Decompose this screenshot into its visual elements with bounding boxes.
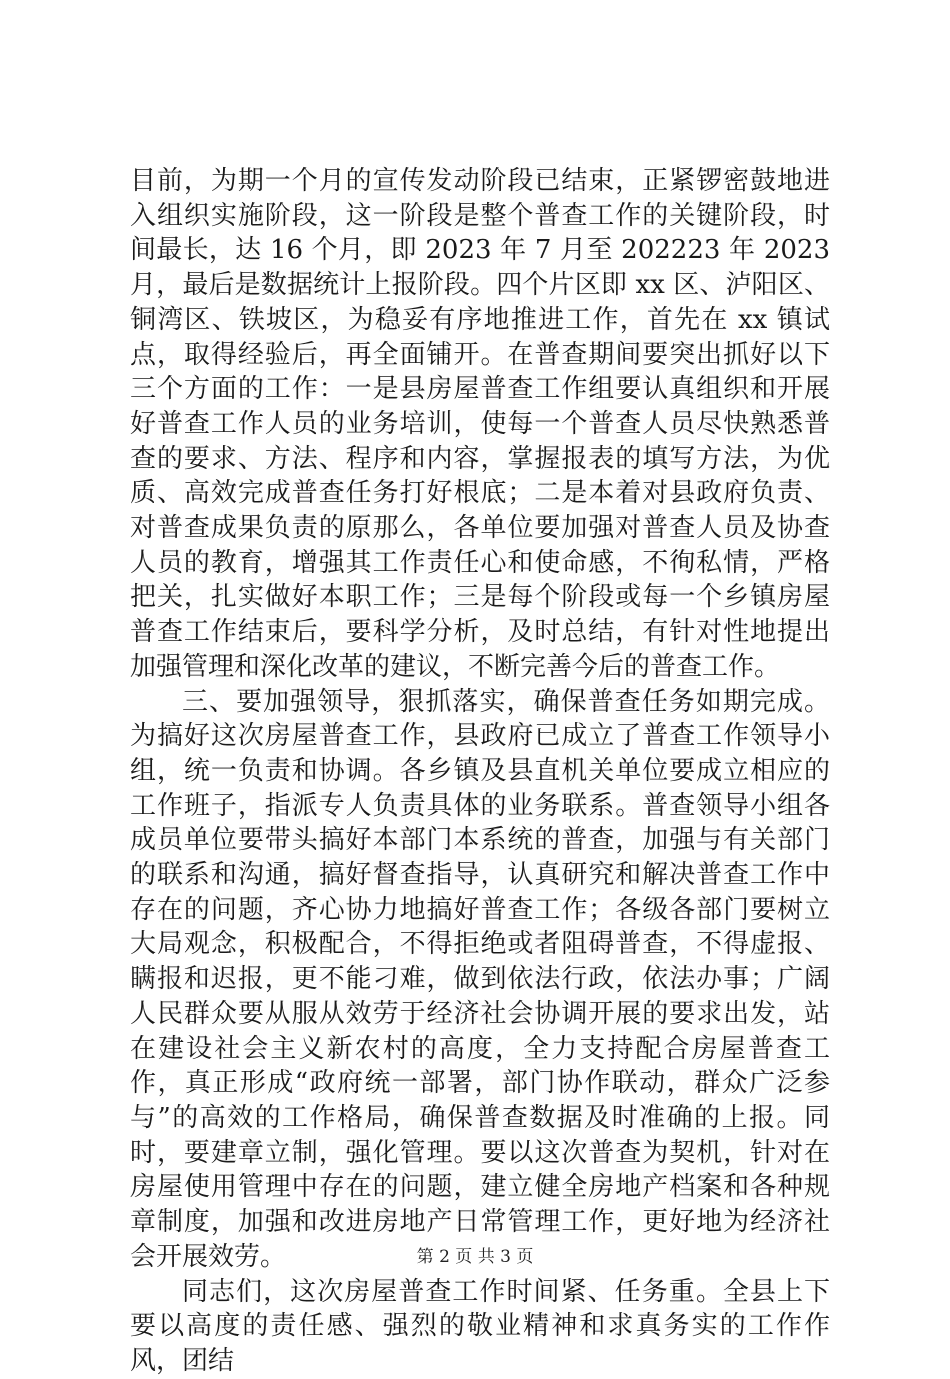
- paragraph-2: 三、要加强领导，狠抓落实，确保普查任务如期完成。为搞好这次房屋普查工作，县政府已成立了普查工作领导小组，统一负责和协调。各乡镇及县直机关单位要成立相应的工作班子，指派专人负责具体的业务联系。普查领导小组各成员单位要带头搞好本部门本系统的普查，加强与有关部门的联系和沟通，搞好督查指导，认真研究和解决普查工作中存在的问题，齐心协力地搞好普查工作；各级各部门要树立大局观念，积极配合，不得拒绝或者阻碍普查，不得虚报、瞒报和迟报，更不能刁难，做到依法行政，依法办事；广阔人民群众要从服从效劳于经济社会协调开展的要求出发，站在建设社会主义新农村的高度，全力支持配合房屋普查工作，真正形成“政府统一部署，部门协作联动，群众广泛参与”的高效的工作格局，确保普查数据及时准确的上报。同时，要建章立制，强化管理。要以这次普查为契机，针对在房屋使用管理中存在的问题，建立健全房地产档案和各种规章制度，加强和改进房地产日常管理工作，更好地为经济社会开展效劳。: [130, 686, 830, 1272]
- document-body: [130, 164, 830, 1379]
- paragraph-3: 同志们，这次房屋普查工作时间紧、任务重。全县上下要以高度的责任感、强烈的敬业精神和求真务实的工作作风，团结: [130, 1276, 830, 1376]
- paragraph-1: 目前，为期一个月的宣传发动阶段已结束，正紧锣密鼓地进入组织实施阶段，这一阶段是整个普查工作的关键阶段，时间最长，达 16 个月，即 2023 年 7 月至 202223 年 2023 月，最后是数据统计上报阶段。四个片区即 xx 区、泸阳区、铜湾区、铁坡区，为稳妥有序地推进工作，首先在 xx 镇试点，取得经验后，再全面铺开。在普查期间要突出抓好以下三个方面的工作：一是县房屋普查工作组要认真组织和开展好普查工作人员的业务培训，使每一个普查人员尽快熟悉普查的要求、方法、程序和内容，掌握报表的填写方法，为优质、高效完成普查任务打好根底；二是本着对县政府负责、对普查成果负责的原那么，各单位要加强对普查人员及协查人员的教育，增强其工作责任心和使命感，不徇私情，严格把关，扎实做好本职工作；三是每个阶段或每一个乡镇房屋普查工作结束后，要科学分析，及时总结，有针对性地提出加强管理和深化改革的建议，不断完善今后的普查工作。: [130, 166, 830, 682]
- page-footer: 第 2 页 共 3 页: [416, 1247, 534, 1267]
